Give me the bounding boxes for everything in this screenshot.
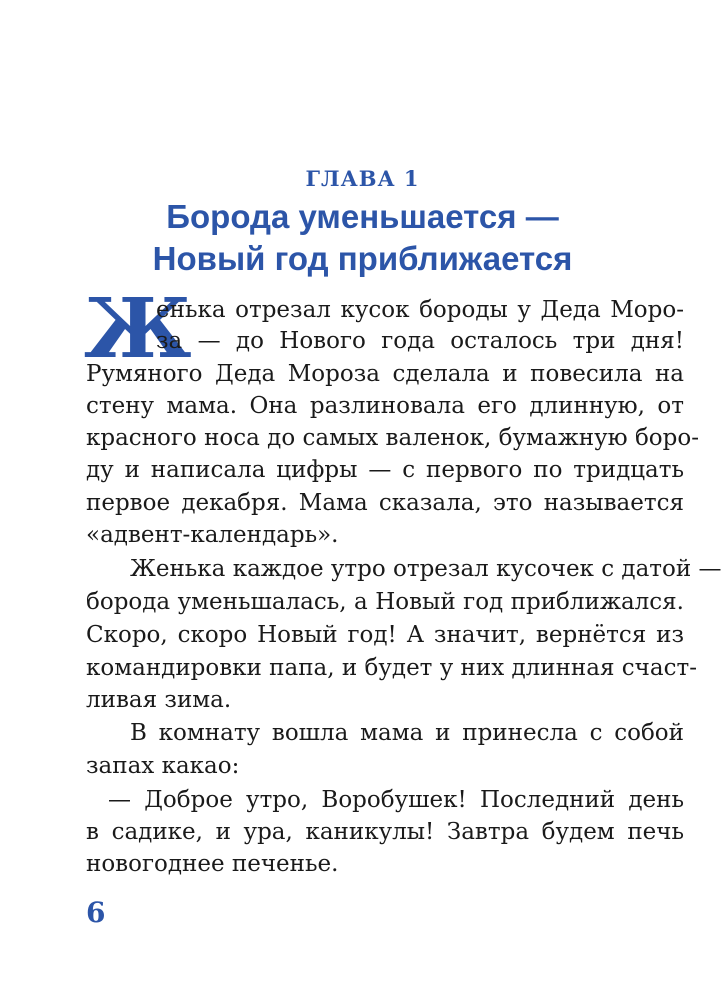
text-line: новогоднее печенье. (86, 851, 339, 877)
chapter-title-line: Новый год приближается (152, 240, 573, 277)
text-line: «адвент-календарь». (86, 522, 339, 548)
text-line: запах какао: (86, 753, 240, 779)
text-line: Скоро, скоро Новый год! А значит, вернётся из (86, 622, 684, 648)
text-line: командировки папа, и будет у них длинная счаст- (86, 655, 697, 681)
chapter-title (0, 196, 725, 280)
text-line: ду и написала цифры — с первого по тридцать (86, 457, 684, 483)
text-line: за — до Нового года осталось три дня! (156, 328, 684, 354)
chapter-label: ГЛАВА 1 (305, 166, 420, 191)
text-line: стену мама. Она разлиновала его длинную, от (86, 393, 684, 419)
text-line: первое декабря. Мама сказала, это называется (86, 490, 684, 516)
chapter-title-line: Борода уменьшается — (166, 198, 559, 235)
page-number: 6 (86, 896, 106, 929)
text-line: В комнату вошла мама и принесла с собой (130, 720, 684, 746)
text-line: енька отрезал кусок бороды у Деда Моро- (156, 297, 684, 323)
text-line: ливая зима. (86, 687, 232, 713)
text-line: в садике, и ура, каникулы! Завтра будем печь (86, 819, 684, 845)
drop-cap: Ж (84, 281, 192, 377)
text-line: красного носа до самых валенок, бумажную боро- (86, 425, 699, 451)
text-line: Женька каждое утро отрезал кусочек с датой — (130, 556, 722, 582)
text-line: Румяного Деда Мороза сделала и повесила на (86, 361, 684, 387)
text-line: — Доброе утро, Воробушек! Последний день (108, 787, 684, 813)
text-line: борода уменьшалась, а Новый год приближался. (86, 589, 684, 615)
